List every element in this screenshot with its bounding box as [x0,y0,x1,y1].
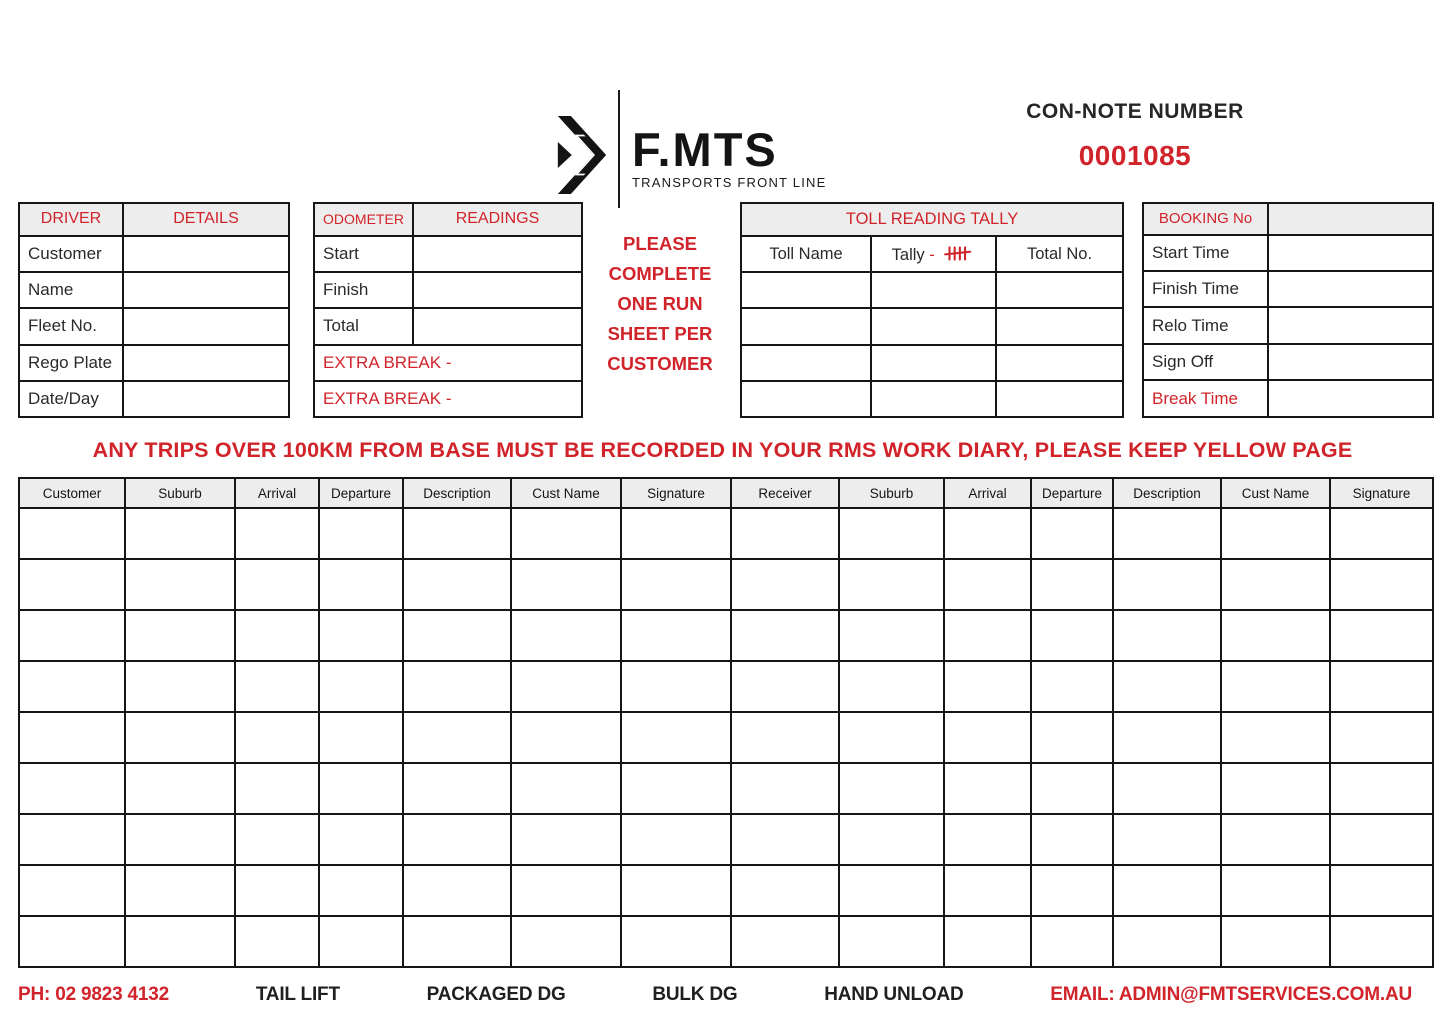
grid-cell[interactable] [1113,814,1221,865]
grid-cell[interactable] [19,610,125,661]
grid-cell[interactable] [1031,508,1113,559]
grid-cell[interactable] [19,508,125,559]
grid-cell[interactable] [125,712,235,763]
grid-cell[interactable] [731,916,839,967]
grid-cell[interactable] [403,865,511,916]
toll-name-cell[interactable] [741,381,871,417]
readings-header: READINGS [413,203,582,236]
grid-cell[interactable] [235,814,319,865]
grid-row [19,814,1433,865]
grid-cell[interactable] [403,661,511,712]
grid-cell[interactable] [19,814,125,865]
grid-cell[interactable] [944,865,1031,916]
grid-cell[interactable] [731,814,839,865]
grid-cell[interactable] [235,508,319,559]
toll-name-header: Toll Name [741,236,871,272]
grid-cell[interactable] [1330,712,1433,763]
grid-cell[interactable] [125,508,235,559]
grid-cell[interactable] [19,763,125,814]
grid-cell[interactable] [1330,916,1433,967]
grid-cell[interactable] [403,916,511,967]
grid-cell[interactable] [235,916,319,967]
break-time-value[interactable] [1268,380,1433,417]
details-header: DETAILS [123,203,289,236]
grid-cell[interactable] [839,661,944,712]
tag-packaged-dg: PACKAGED DG [426,984,566,1005]
grid-cell[interactable] [19,661,125,712]
grid-cell[interactable] [511,763,621,814]
logo-divider [618,90,620,208]
grid-cell[interactable] [319,712,403,763]
total-no-header: Total No. [996,236,1123,272]
grid-cell[interactable] [1221,661,1330,712]
toll-name-cell[interactable] [741,308,871,344]
grid-cell[interactable] [1113,712,1221,763]
grid-cell[interactable] [839,865,944,916]
grid-column-header: Signature [621,478,731,508]
grid-cell[interactable] [1031,661,1113,712]
grid-column-header: Cust Name [1221,478,1330,508]
grid-column-header: Suburb [125,478,235,508]
start-time-value[interactable] [1268,235,1433,271]
grid-cell[interactable] [1221,610,1330,661]
toll-tally-cell[interactable] [871,345,996,381]
grid-cell[interactable] [839,916,944,967]
grid-cell[interactable] [1113,916,1221,967]
grid-cell[interactable] [403,712,511,763]
grid-cell[interactable] [839,508,944,559]
break-time-label: Break Time [1143,380,1268,417]
odometer-start-label: Start [314,236,413,272]
tally-marks-icon [943,244,975,263]
driver-fleet-value[interactable] [123,308,289,344]
grid-cell[interactable] [731,610,839,661]
odometer-finish-value[interactable] [413,272,582,308]
grid-cell[interactable] [621,763,731,814]
grid-column-header: Departure [319,478,403,508]
grid-row [19,559,1433,610]
grid-column-header: Customer [19,478,125,508]
grid-cell[interactable] [1221,712,1330,763]
grid-cell[interactable] [19,559,125,610]
driver-rego-value[interactable] [123,345,289,381]
grid-column-header: Receiver [731,478,839,508]
grid-cell[interactable] [1113,865,1221,916]
sign-off-label: Sign Off [1143,344,1268,380]
brand-tagline: TRANSPORTS FRONT LINE [632,175,827,190]
odometer-total-label: Total [314,308,413,344]
tag-tail-lift: TAIL LIFT [255,984,340,1005]
toll-tally-title: TOLL READING TALLY [741,203,1123,236]
grid-cell[interactable] [319,559,403,610]
grid-cell[interactable] [621,661,731,712]
grid-cell[interactable] [511,712,621,763]
grid-cell[interactable] [1221,763,1330,814]
grid-cell[interactable] [511,610,621,661]
grid-cell[interactable] [944,712,1031,763]
odometer-readings-table [313,202,583,418]
grid-cell[interactable] [125,865,235,916]
grid-cell[interactable] [839,763,944,814]
grid-cell[interactable] [944,763,1031,814]
odometer-finish-label: Finish [314,272,413,308]
grid-cell[interactable] [944,916,1031,967]
grid-cell[interactable] [1113,508,1221,559]
footer [18,984,1412,1006]
notice-line: PLEASE [622,233,698,254]
grid-row [19,865,1433,916]
one-run-sheet-notice [584,229,736,379]
toll-name-cell[interactable] [741,272,871,308]
toll-row [741,381,1123,417]
grid-cell[interactable] [319,865,403,916]
grid-cell[interactable] [1031,610,1113,661]
grid-column-header: Description [403,478,511,508]
grid-cell[interactable] [511,508,621,559]
grid-cell[interactable] [944,610,1031,661]
finish-time-value[interactable] [1268,271,1433,307]
grid-cell[interactable] [403,814,511,865]
sign-off-value[interactable] [1268,344,1433,380]
grid-cell[interactable] [1031,814,1113,865]
grid-cell[interactable] [511,865,621,916]
grid-cell[interactable] [1113,763,1221,814]
grid-column-header: Cust Name [511,478,621,508]
driver-date-label: Date/Day [19,381,123,417]
grid-cell[interactable] [403,763,511,814]
grid-cell[interactable] [125,814,235,865]
grid-cell[interactable] [1221,865,1330,916]
driver-rego-label: Rego Plate [19,345,123,381]
grid-cell[interactable] [1221,916,1330,967]
toll-row [741,345,1123,381]
notice-line: COMPLETE [608,263,712,284]
extra-break-row-1[interactable]: EXTRA BREAK - [314,345,582,381]
toll-tally-cell[interactable] [871,381,996,417]
tally-header [871,236,996,272]
toll-reading-tally-table [740,202,1124,418]
driver-customer-value[interactable] [123,236,289,272]
grid-cell[interactable] [1031,712,1113,763]
relo-time-label: Relo Time [1143,307,1268,343]
grid-cell[interactable] [1330,814,1433,865]
grid-cell[interactable] [1221,814,1330,865]
relo-time-value[interactable] [1268,307,1433,343]
grid-cell[interactable] [125,661,235,712]
grid-cell[interactable] [1330,865,1433,916]
rms-diary-banner: ANY TRIPS OVER 100KM FROM BASE MUST BE RECORDED IN YOUR RMS WORK DIARY, PLEASE KEEP YELLOW PAGE [92,438,1353,462]
grid-cell[interactable] [731,712,839,763]
toll-total-cell[interactable] [996,272,1123,308]
grid-cell[interactable] [511,559,621,610]
grid-cell[interactable] [511,661,621,712]
grid-row [19,610,1433,661]
grid-cell[interactable] [1330,610,1433,661]
booking-no-value[interactable] [1268,203,1433,235]
grid-cell[interactable] [1113,610,1221,661]
run-sheet-grid [18,477,1434,968]
grid-cell[interactable] [1031,763,1113,814]
grid-cell[interactable] [19,916,125,967]
notice-line: CUSTOMER [607,353,713,374]
grid-cell[interactable] [944,508,1031,559]
con-note-number: 0001085 [1078,140,1192,171]
grid-cell[interactable] [621,712,731,763]
double-chevron-right-icon [556,111,608,199]
grid-cell[interactable] [944,559,1031,610]
phone-number: PH: 02 9823 4132 [18,984,170,1005]
tag-bulk-dg: BULK DG [652,984,738,1005]
grid-cell[interactable] [1221,559,1330,610]
toll-row [741,308,1123,344]
grid-row [19,763,1433,814]
grid-cell[interactable] [319,610,403,661]
toll-total-cell[interactable] [996,345,1123,381]
brand-name: F.MTS [632,123,778,176]
grid-cell[interactable] [621,559,731,610]
notice-line: SHEET PER [607,323,713,344]
driver-header: DRIVER [19,203,123,236]
odometer-start-value[interactable] [413,236,582,272]
grid-header-row [19,478,1433,508]
grid-cell[interactable] [621,610,731,661]
grid-cell[interactable] [319,661,403,712]
grid-cell[interactable] [235,865,319,916]
grid-cell[interactable] [731,865,839,916]
toll-tally-cell[interactable] [871,272,996,308]
extra-break-row-2[interactable]: EXTRA BREAK - [314,381,582,417]
grid-cell[interactable] [125,559,235,610]
grid-cell[interactable] [1330,508,1433,559]
grid-cell[interactable] [1113,559,1221,610]
con-note-block [980,100,1290,172]
grid-cell[interactable] [125,763,235,814]
grid-cell[interactable] [839,814,944,865]
grid-cell[interactable] [731,508,839,559]
grid-cell[interactable] [511,916,621,967]
notice-line: ONE RUN [617,293,703,314]
grid-cell[interactable] [1113,661,1221,712]
grid-cell[interactable] [731,763,839,814]
grid-column-header: Signature [1330,478,1433,508]
driver-customer-label: Customer [19,236,123,272]
grid-column-header: Arrival [235,478,319,508]
grid-column-header: Arrival [944,478,1031,508]
grid-column-header: Description [1113,478,1221,508]
grid-cell[interactable] [839,610,944,661]
toll-total-cell[interactable] [996,308,1123,344]
grid-cell[interactable] [944,661,1031,712]
grid-cell[interactable] [403,508,511,559]
grid-cell[interactable] [403,559,511,610]
odometer-header: ODOMETER [314,203,413,236]
grid-cell[interactable] [403,610,511,661]
grid-cell[interactable] [125,610,235,661]
driver-date-value[interactable] [123,381,289,417]
tally-label: Tally [891,245,925,264]
grid-cell[interactable] [319,916,403,967]
odometer-total-value[interactable] [413,308,582,344]
driver-name-label: Name [19,272,123,308]
grid-cell[interactable] [19,865,125,916]
toll-name-cell[interactable] [741,345,871,381]
grid-cell[interactable] [235,610,319,661]
grid-cell[interactable] [1330,559,1433,610]
tally-dash: - [929,245,935,264]
grid-cell[interactable] [235,559,319,610]
grid-row [19,508,1433,559]
grid-cell[interactable] [621,865,731,916]
grid-cell[interactable] [1330,661,1433,712]
con-note-label: CON-NOTE NUMBER [1026,100,1244,123]
toll-total-cell[interactable] [996,381,1123,417]
tag-hand-unload: HAND UNLOAD [824,984,964,1005]
booking-table [1142,202,1434,418]
grid-cell[interactable] [511,814,621,865]
grid-cell[interactable] [319,508,403,559]
grid-column-header: Suburb [839,478,944,508]
grid-cell[interactable] [621,814,731,865]
grid-cell[interactable] [125,916,235,967]
grid-cell[interactable] [235,712,319,763]
booking-no-header: BOOKING No [1143,203,1268,235]
driver-name-value[interactable] [123,272,289,308]
grid-cell[interactable] [1330,763,1433,814]
start-time-label: Start Time [1143,235,1268,271]
toll-row [741,272,1123,308]
grid-row [19,916,1433,967]
finish-time-label: Finish Time [1143,271,1268,307]
grid-cell[interactable] [731,559,839,610]
driver-details-table [18,202,290,418]
email-address: EMAIL: ADMIN@FMTSERVICES.COM.AU [1050,984,1412,1005]
grid-cell[interactable] [1031,865,1113,916]
toll-tally-cell[interactable] [871,308,996,344]
grid-cell[interactable] [621,508,731,559]
grid-cell[interactable] [1031,916,1113,967]
brand-logo [556,90,826,208]
grid-row [19,661,1433,712]
grid-cell[interactable] [235,661,319,712]
driver-fleet-label: Fleet No. [19,308,123,344]
grid-cell[interactable] [621,916,731,967]
grid-cell[interactable] [1031,559,1113,610]
grid-cell[interactable] [839,559,944,610]
grid-cell[interactable] [235,763,319,814]
grid-cell[interactable] [319,814,403,865]
grid-cell[interactable] [1221,508,1330,559]
grid-cell[interactable] [319,763,403,814]
grid-column-header: Departure [1031,478,1113,508]
grid-cell[interactable] [19,712,125,763]
grid-row [19,712,1433,763]
grid-cell[interactable] [731,661,839,712]
grid-cell[interactable] [944,814,1031,865]
grid-cell[interactable] [839,712,944,763]
